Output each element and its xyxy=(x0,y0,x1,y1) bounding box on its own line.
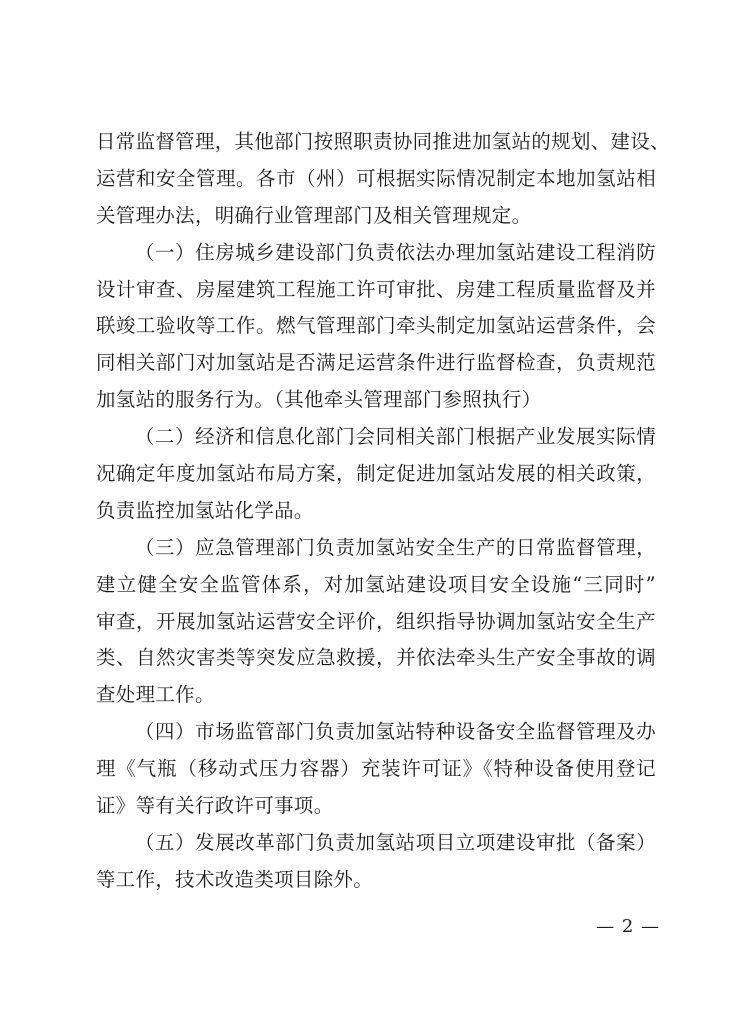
text-line: 联竣工验收等工作。燃气管理部门牵头制定加氢站运营条件，会 xyxy=(96,314,656,338)
text-line: 理《气瓶（移动式压力容器）充装许可证》《特种设备使用登记 xyxy=(96,757,656,781)
page-number: — 2 — xyxy=(596,916,660,937)
text-line: 设计审查、房屋建筑工程施工许可审批、房建工程质量监督及并 xyxy=(96,277,656,301)
text-line: 证》等有关行政许可事项。 xyxy=(96,794,334,818)
text-line: 建立健全安全监管体系，对加氢站建设项目安全设施“三同时” xyxy=(96,572,656,596)
paragraph-2-line: （二）经济和信息化部门会同相关部门根据产业发展实际情 xyxy=(135,425,656,449)
text-line: 日常监督管理，其他部门按照职责协同推进加氢站的规划、建设、 xyxy=(96,130,670,153)
paragraph-3-line: （三）应急管理部门负责加氢站安全生产的日常监督管理， xyxy=(135,535,656,559)
text-line: 加氢站的服务行为。（其他牵头管理部门参照执行） xyxy=(96,388,542,412)
document-body xyxy=(96,124,670,899)
text-line: 况确定年度加氢站布局方案，制定促进加氢站发展的相关政策， xyxy=(96,462,656,486)
text-line: 查处理工作。 xyxy=(96,683,215,707)
text-line: 关管理办法，明确行业管理部门及相关管理规定。 xyxy=(96,203,532,227)
text-line: 审查，开展加氢站运营安全评价，组织指导协调加氢站安全生产 xyxy=(96,609,656,633)
paragraph-4-line: （四）市场监管部门负责加氢站特种设备安全监督管理及办 xyxy=(135,720,656,744)
paragraph-1-line: （一）住房城乡建设部门负责依法办理加氢站建设工程消防 xyxy=(135,240,656,264)
text-line: 类、自然灾害类等突发应急救援，并依法牵头生产安全事故的调 xyxy=(96,646,656,670)
paragraph-5-line: （五）发展改革部门负责加氢站项目立项建设审批（备案） xyxy=(135,830,656,854)
text-line: 同相关部门对加氢站是否满足运营条件进行监督检查，负责规范 xyxy=(96,351,656,375)
text-line: 运营和安全管理。各市（州）可根据实际情况制定本地加氢站相 xyxy=(96,166,656,190)
text-line: 负责监控加氢站化学品。 xyxy=(96,498,314,522)
text-line: 等工作，技术改造类项目除外。 xyxy=(96,867,374,891)
